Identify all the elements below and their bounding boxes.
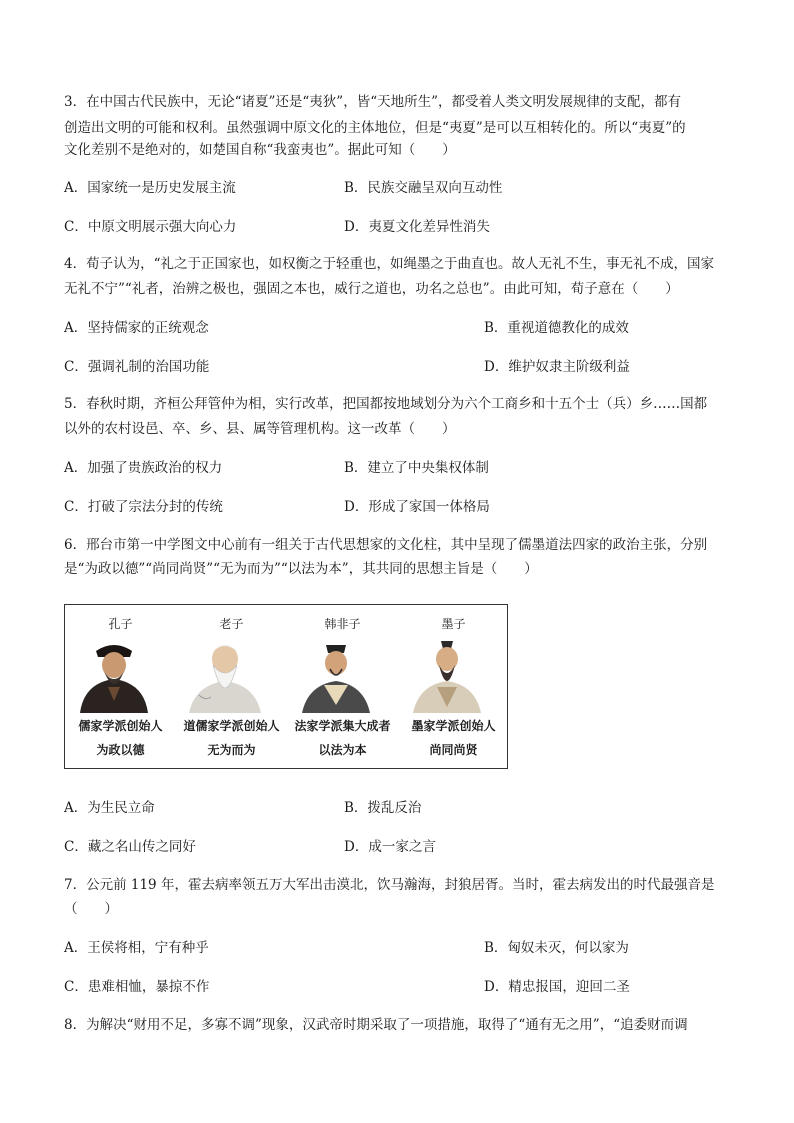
- q4-option-d[interactable]: D．维护奴隶主阶级利益: [484, 359, 630, 375]
- q4-option-c[interactable]: C．强调礼制的治国功能: [64, 359, 210, 375]
- thinker-mozi: [398, 605, 509, 770]
- laozi-portrait-icon: [185, 635, 265, 713]
- thinker-confucius: [65, 605, 176, 770]
- q7-option-d[interactable]: D．精忠报国，迎回二圣: [484, 979, 630, 995]
- q6-stem-line-1: 6．邢台市第一中学图文中心前有一组关于古代思想家的文化柱，其中呈现了儒墨道法四家的政治主张，分别: [64, 537, 708, 553]
- thinker-motto: 以法为本: [318, 743, 367, 757]
- thinker-desc: 墨家学派创始人: [411, 719, 496, 733]
- q6-option-d[interactable]: D．成一家之言: [344, 839, 436, 855]
- q4-option-a[interactable]: A．坚持儒家的正统观念: [64, 320, 209, 336]
- q3-option-c[interactable]: C．中原文明展示强大向心力: [64, 219, 237, 235]
- confucius-portrait-icon: [74, 635, 154, 713]
- q3-stem-line-1: 3．在中国古代民族中，无论“诸夏”还是“夷狄”，皆“天地所生”，都受着人类文明发展规律的支配，都有: [64, 94, 681, 110]
- thinker-desc: 道儒家学派创始人: [183, 719, 280, 733]
- q3-option-b[interactable]: B．民族交融呈双向互动性: [344, 180, 503, 196]
- thinker-motto: 为政以德: [96, 743, 145, 757]
- q5-option-d[interactable]: D．形成了家国一体格局: [344, 499, 490, 515]
- q8-stem-line-1: 8．为解决“财用不足，多寡不调”现象，汉武帝时期采取了一项措施，取得了“通有无之用”，“追委财而调: [64, 1017, 688, 1033]
- q7-stem-line-2: （ ）: [64, 901, 118, 917]
- q4-stem-line-2: 无礼不宁”“礼者，治辨之极也，强固之本也，威行之道也，功名之总也”。由此可知，荀子意在（ ）: [64, 281, 679, 297]
- thinker-motto: 无为而为: [207, 743, 256, 757]
- mozi-portrait-icon: [407, 635, 487, 713]
- thinker-laozi: [176, 605, 287, 770]
- thinker-hanfeizi: [287, 605, 398, 770]
- q3-stem-line-3: 文化差别不是绝对的，如楚国自称“我蛮夷也”。据此可知（ ）: [64, 142, 456, 158]
- q5-stem-line-2: 以外的农村设邑、卒、乡、县、属等管理机构。这一改革（ ）: [64, 421, 456, 437]
- q5-stem-line-1: 5．春秋时期，齐桓公拜管仲为相，实行改革，把国都按地域划分为六个工商乡和十五个士（兵）乡……国都: [64, 396, 708, 412]
- q3-option-a[interactable]: A．国家统一是历史发展主流: [64, 180, 236, 196]
- q4-stem-line-1: 4．荀子认为，“礼之于正国家也，如权衡之于轻重也，如绳墨之于曲直也。故人无礼不生，事无礼不成，国家: [64, 256, 714, 272]
- thinker-name: 孔子: [108, 617, 133, 631]
- q6-option-a[interactable]: A．为生民立命: [64, 800, 155, 816]
- q6-option-b[interactable]: B．拨乱反治: [344, 800, 422, 816]
- q3-option-d[interactable]: D．夷夏文化差异性消失: [344, 219, 490, 235]
- thinker-name: 老子: [219, 617, 244, 631]
- q6-option-c[interactable]: C．藏之名山传之同好: [64, 839, 196, 855]
- thinker-desc: 法家学派集大成者: [294, 719, 391, 733]
- thinker-desc: 儒家学派创始人: [78, 719, 163, 733]
- q6-stem-line-2: 是“为政以德”“尚同尚贤”“无为而为”“以法为本”，其共同的思想主旨是（ ）: [64, 561, 538, 577]
- hanfeizi-portrait-icon: [296, 635, 376, 713]
- thinker-name: 韩非子: [324, 617, 361, 631]
- q4-option-b[interactable]: B．重视道德教化的成效: [484, 320, 629, 336]
- q7-option-c[interactable]: C．患难相恤，暴掠不作: [64, 979, 210, 995]
- q5-option-a[interactable]: A．加强了贵族政治的权力: [64, 460, 223, 476]
- q7-stem-line-1: 7．公元前 119 年，霍去病率领五万大军出击漠北，饮马瀚海，封狼居胥。当时，霍去病发出的时代最强音是: [64, 877, 715, 893]
- q5-option-b[interactable]: B．建立了中央集权体制: [344, 460, 489, 476]
- thinker-motto: 尚同尚贤: [429, 743, 478, 757]
- q5-option-c[interactable]: C．打破了宗法分封的传统: [64, 499, 223, 515]
- thinkers-figure: [64, 604, 508, 769]
- q7-option-a[interactable]: A．王侯将相，宁有种乎: [64, 940, 209, 956]
- thinker-name: 墨子: [441, 617, 466, 631]
- q3-stem-line-2: 创造出文明的可能和权利。虽然强调中原文化的主体地位，但是“夷夏”是可以互相转化的。所以“夷夏”的: [64, 120, 686, 136]
- q7-option-b[interactable]: B．匈奴未灭，何以家为: [484, 940, 629, 956]
